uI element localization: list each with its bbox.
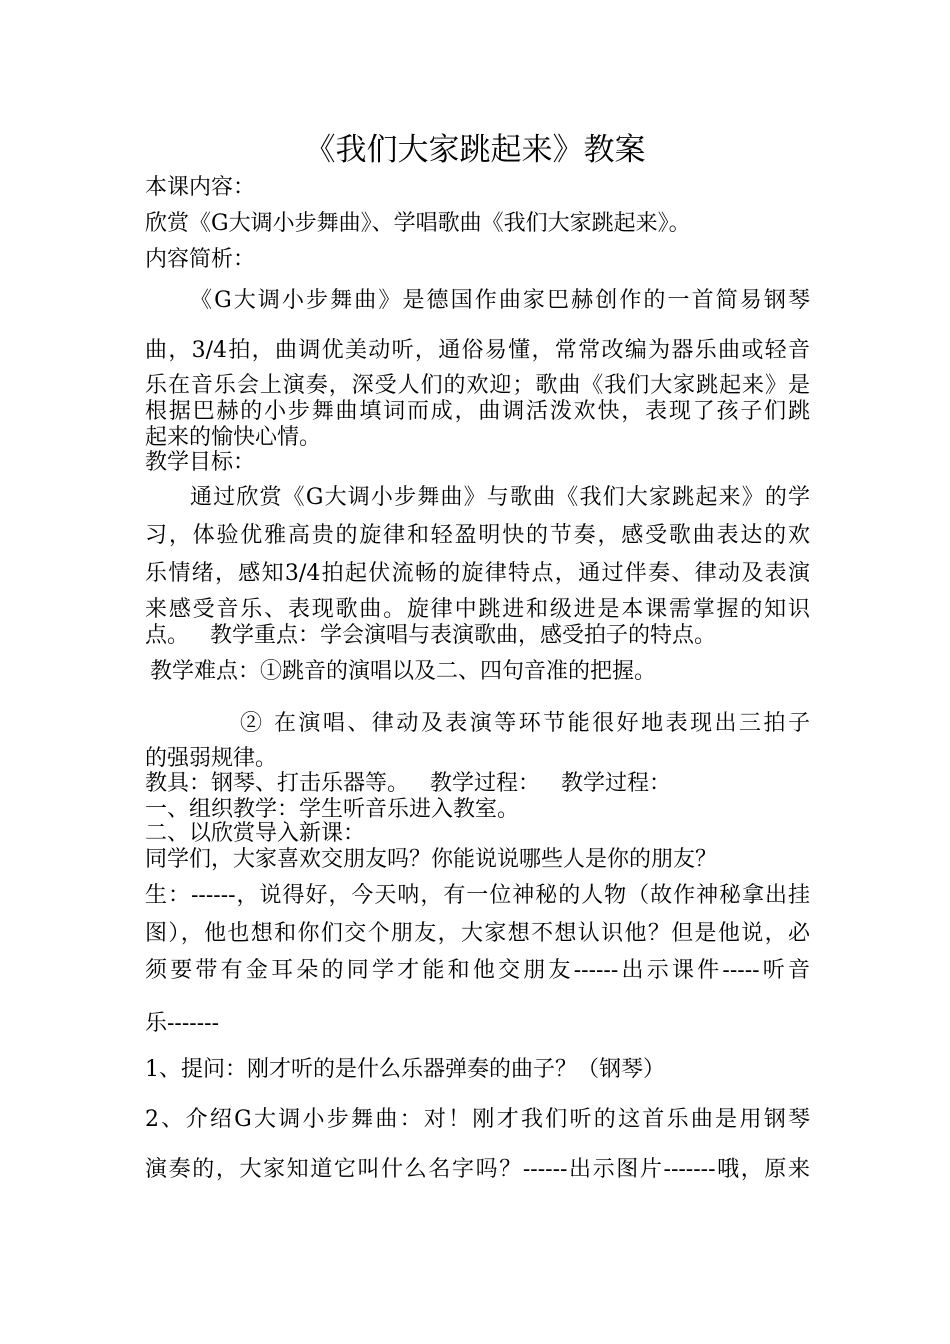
paragraph-line: 通过欣赏《G大调小步舞曲》与歌曲《我们大家跳起来》的学 [190,485,810,510]
paragraph-line: 一、组织教学：学生听音乐进入教室。 [145,797,520,822]
paragraph-line: 教学难点：①跳音的演唱以及二、四句音准的把握。 [150,659,657,684]
paragraph-line: 乐在音乐会上演奏，深受人们的欢迎；歌曲《我们大家跳起来》是 [145,373,810,398]
paragraph-line: ② 在演唱、律动及表演等环节能很好地表现出三拍子 [240,711,810,736]
section-heading-content: 本课内容： [145,175,256,200]
paragraph-line: 二、以欣赏导入新课： [145,821,366,846]
paragraph-line: 来感受音乐、表现歌曲。旋律中跳进和级进是本课需掌握的知识 [145,597,810,622]
paragraph-line: 演奏的，大家知道它叫什么名字吗？------出示图片-------哦，原来 [145,1157,810,1182]
paragraph-line: 《G大调小步舞曲》是德国作曲家巴赫创作的一首简易钢琴 [190,288,810,313]
paragraph-line: 同学们，大家喜欢交朋友吗？你能说说哪些人是你的朋友？ [145,847,718,872]
paragraph-line: 习，体验优雅高贵的旋律和轻盈明快的节奏，感受歌曲表达的欢 [145,523,810,548]
paragraph-line: 起来的愉快心情。 [145,425,322,450]
paragraph-line: 须要带有金耳朵的同学才能和他交朋友------出示课件-----听音 [145,958,810,983]
paragraph-line: 的强弱规律。 [145,746,278,771]
paragraph-line: 欣赏《G大调小步舞曲》、学唱歌曲《我们大家跳起来》。 [145,211,691,236]
paragraph-line: 教具：钢琴、打击乐器等。 教学过程： 教学过程： [145,771,671,796]
paragraph-line: 曲，3/4拍，曲调优美动听，通俗易懂，常常改编为器乐曲或轻音 [145,338,810,363]
paragraph-line: 生：------，说得好，今天呐，有一位神秘的人物（故作神秘拿出挂 [145,883,810,908]
section-heading-analysis: 内容简析： [145,247,256,272]
paragraph-line: 乐------- [145,1011,220,1036]
paragraph-line: 图），他也想和你们交个朋友，大家想不想认识他？但是他说，必 [145,921,810,946]
paragraph-line: 点。 教学重点：学会演唱与表演歌曲，感受拍子的特点。 [145,623,716,648]
paragraph-line: 1、提问：刚才听的是什么乐器弹奏的曲子？（钢琴） [145,1057,665,1082]
paragraph-line: 2、介绍G大调小步舞曲：对！刚才我们听的这首乐曲是用钢琴 [145,1107,810,1132]
paragraph-line: 乐情绪，感知3/4拍起伏流畅的旋律特点，通过伴奏、律动及表演 [145,561,810,586]
paragraph-line: 根据巴赫的小步舞曲填词而成，曲调活泼欢快，表现了孩子们跳 [145,399,810,424]
document-title: 《我们大家跳起来》教案 [304,132,646,168]
section-heading-goals: 教学目标： [145,450,256,475]
